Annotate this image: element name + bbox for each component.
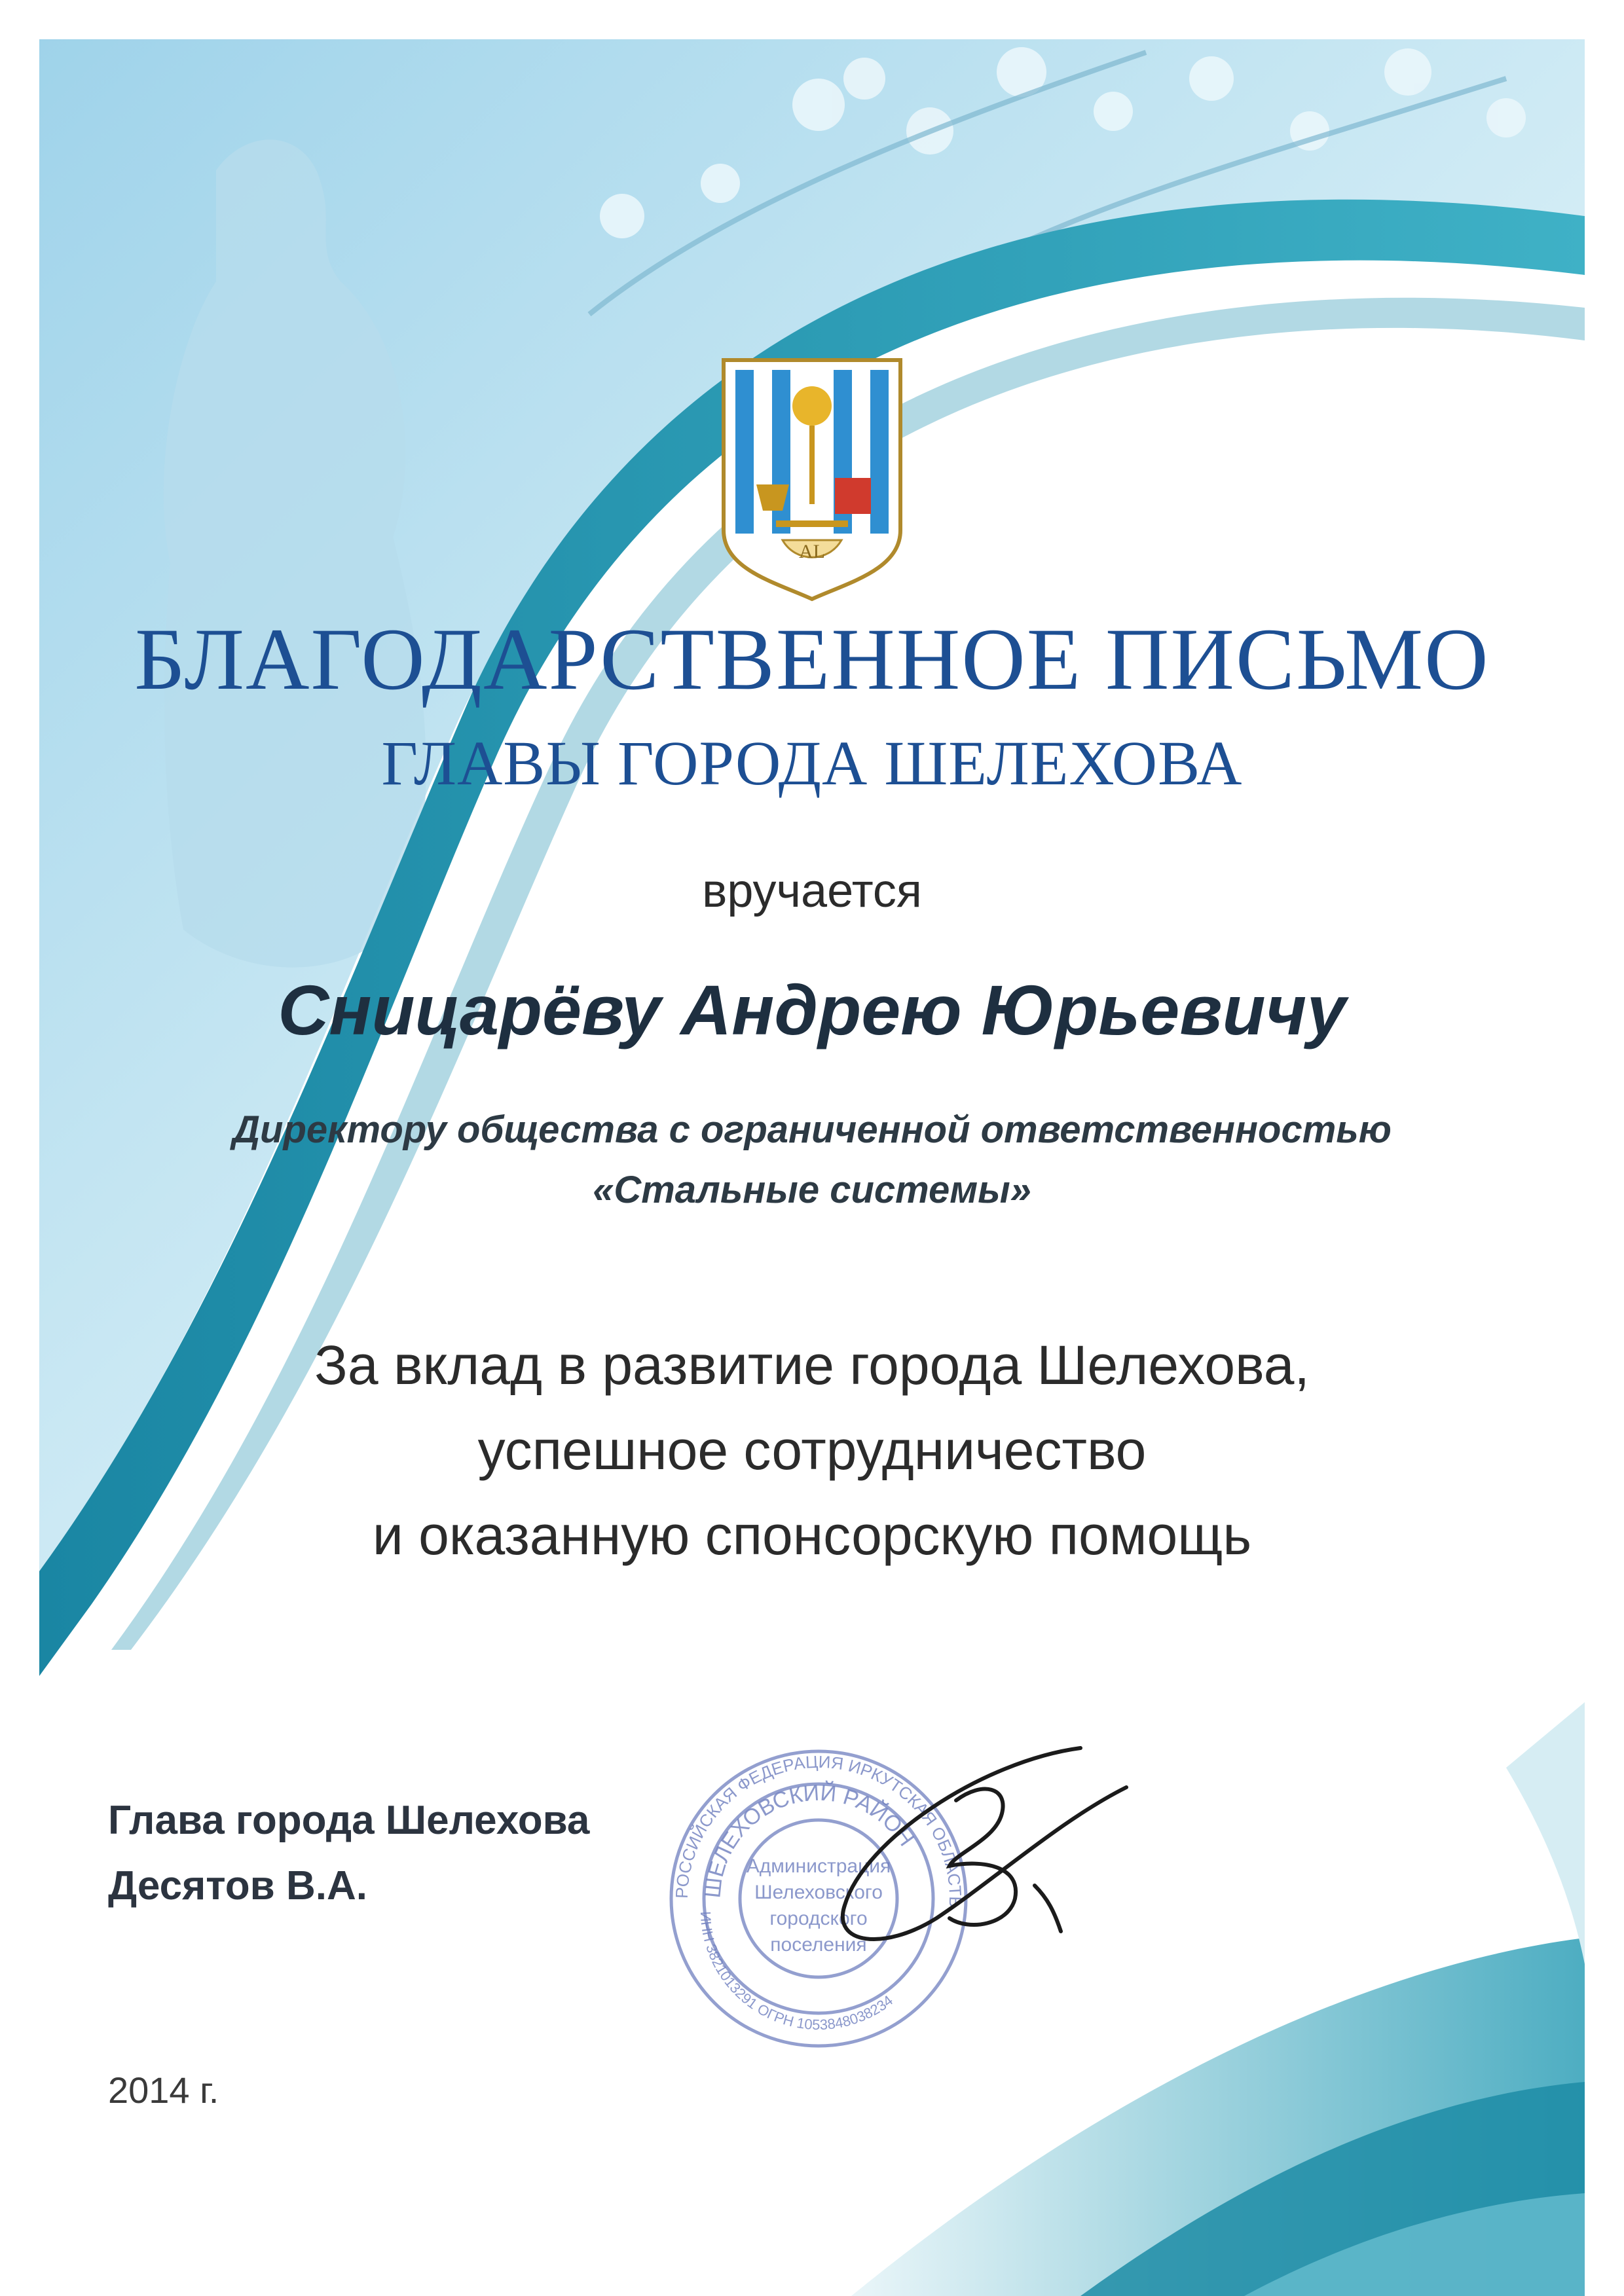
stamp-bottom-text: ИНН 3821013291 ОГРН 1053848038234 [697,1911,896,2033]
stamp-ring-text: ШЕЛЕХОВСКИЙ РАЙОН [700,1780,919,1899]
certificate-title: БЛАГОДАРСТВЕННОЕ ПИСЬМО [134,611,1490,708]
signatory-name: Десятов В.А. [108,1863,368,1908]
reason-line-2: успешное сотрудничество [477,1419,1147,1481]
award-reason [0,1322,1624,1578]
stamp-center-line-4: поселения [770,1934,867,1956]
recipient-name: Сницарёву Андрею Юрьевичу [278,970,1346,1049]
stamp-center-line-2: Шелеховского [754,1882,883,1903]
stamp-center-line-1: Администрация [746,1855,891,1877]
signatory-title: Глава города Шелехова [108,1798,590,1843]
recipient-position [0,1100,1624,1220]
stamp-center-line-3: городского [769,1908,868,1929]
reason-line-3: и оказанную спонсорскую помощь [372,1504,1252,1566]
coat-of-arms-emblem [717,354,907,602]
awarded-label: вручается [702,865,922,917]
position-line-2: «Стальные системы» [593,1169,1031,1211]
emblem-letters: AL [799,541,825,562]
certificate-subtitle: ГЛАВЫ ГОРОДА ШЕЛЕХОВА [381,728,1243,798]
handwritten-signature [786,1722,1153,1958]
stamp-outer-text: РОССИЙСКАЯ ФЕДЕРАЦИЯ ИРКУТСКАЯ ОБЛАСТЬ [671,1751,966,1908]
position-line-1: Директору общества с ограниченной ответственностью [232,1108,1392,1151]
issue-year: 2014 г. [108,2069,219,2111]
reason-line-1: За вклад в развитие города Шелехова, [314,1334,1310,1396]
